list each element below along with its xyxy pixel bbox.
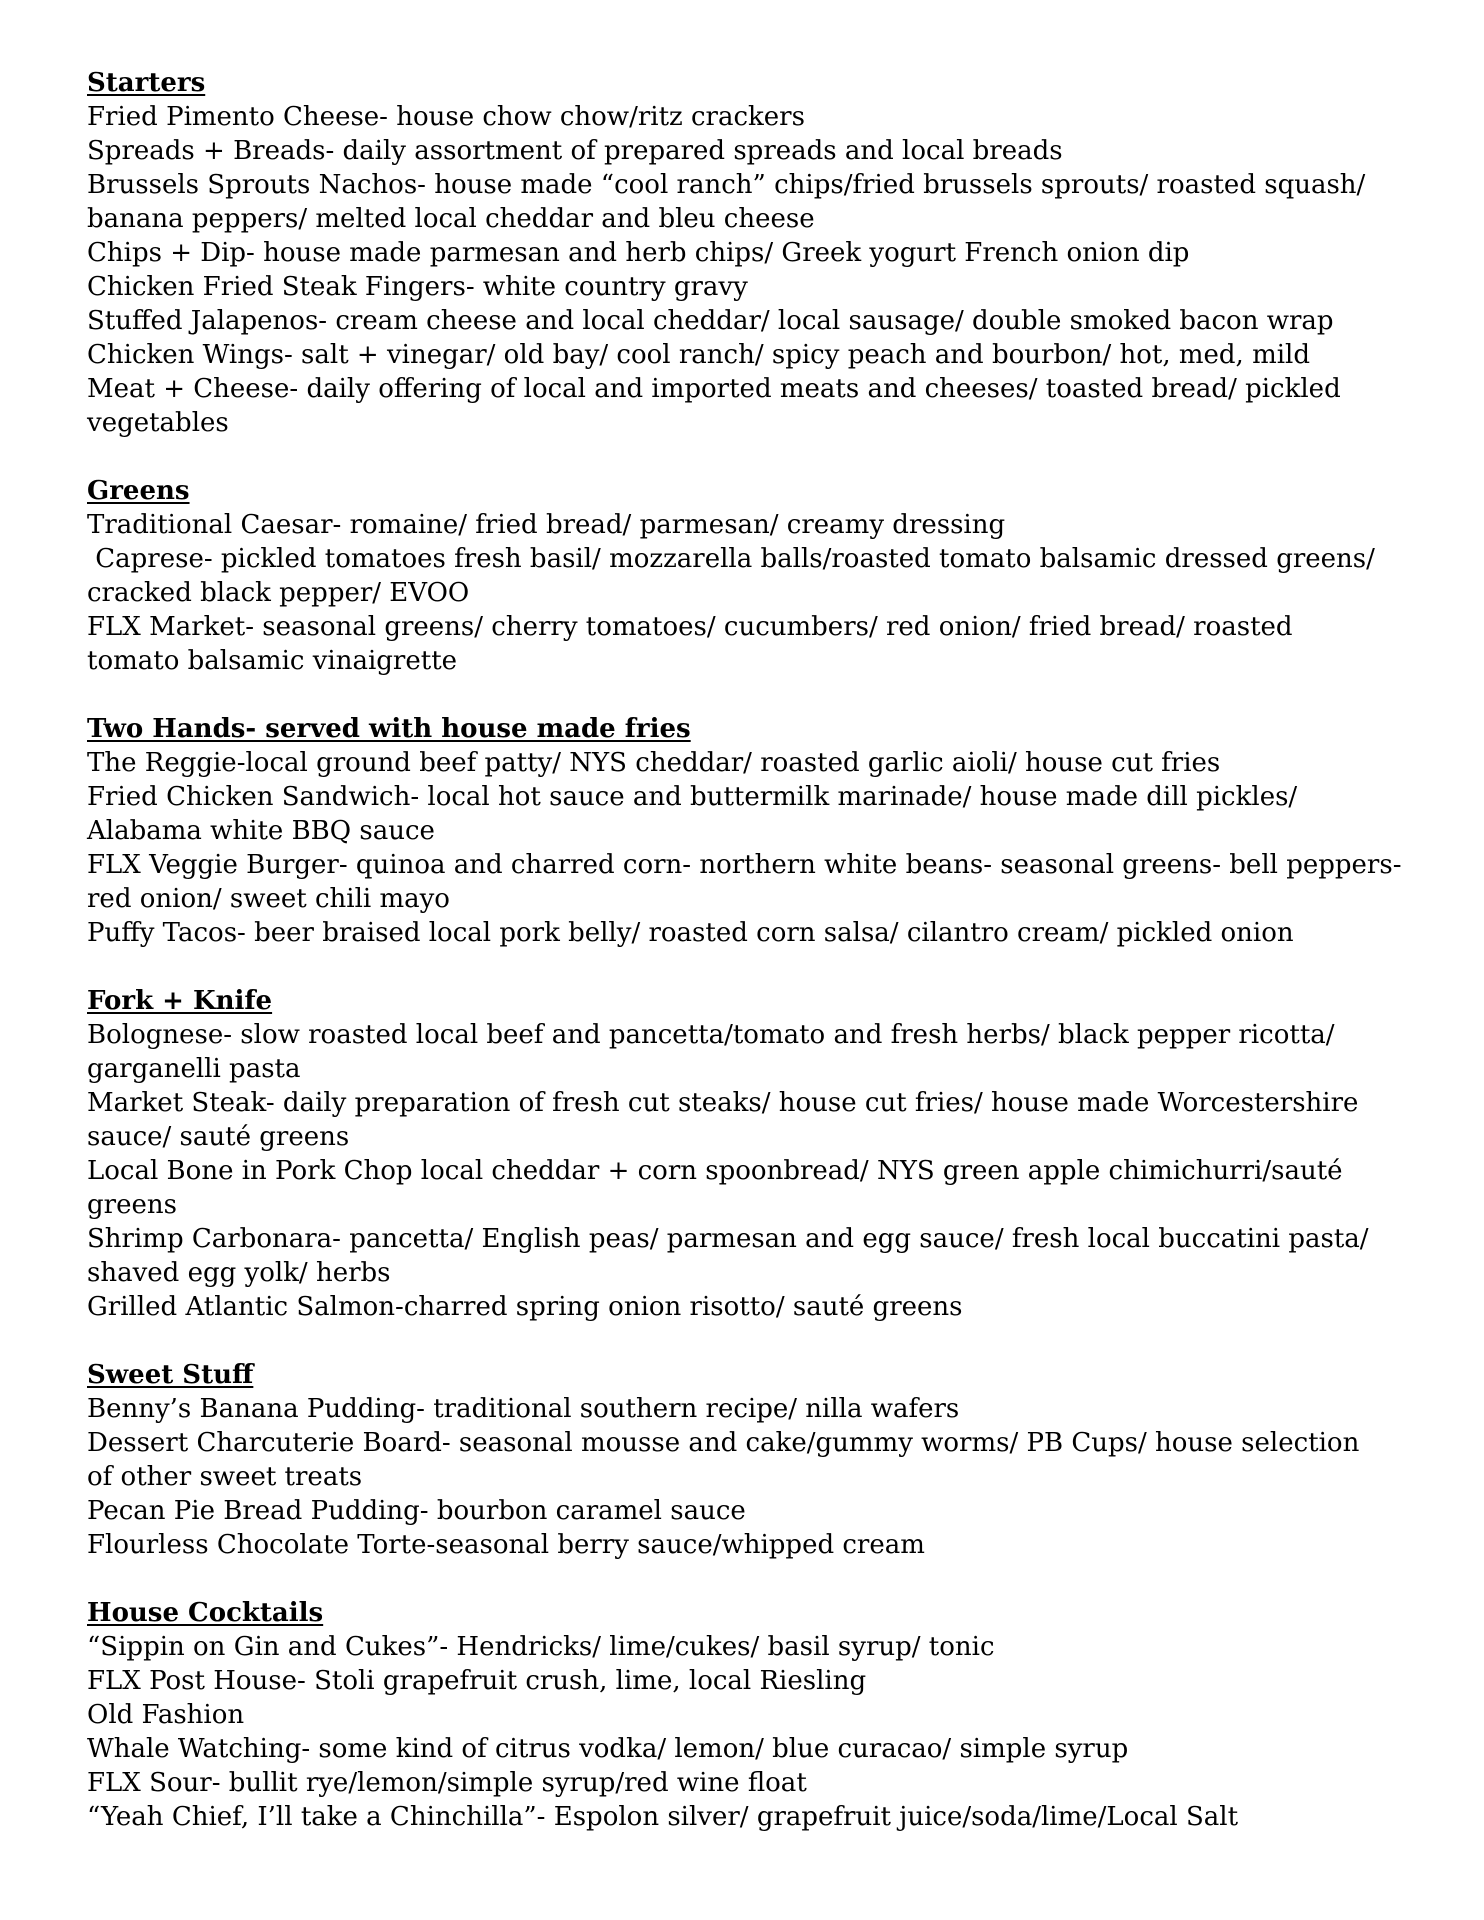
menu-line: Bolognese- slow roasted local beef and pancetta/tomato and fresh herbs/ black pepper ricotta/	[87, 1020, 1335, 1050]
menu-line: Chicken Wings- salt + vinegar/ old bay/ cool ranch/ spicy peach and bourbon/ hot, med, mild	[87, 340, 1311, 370]
menu-line: Puffy Tacos- beer braised local pork belly/ roasted corn salsa/ cilantro cream/ pickled onion	[87, 918, 1294, 948]
menu-line: Caprese- pickled tomatoes fresh basil/ mozzarella balls/roasted tomato balsamic dressed greens/	[87, 544, 1375, 574]
menu-line: Local Bone in Pork Chop local cheddar + corn spoonbread/ NYS green apple chimichurri/sauté	[87, 1156, 1343, 1186]
menu-line: Benny’s Banana Pudding- traditional southern recipe/ nilla wafers	[87, 1394, 960, 1424]
menu-line: Old Fashion	[87, 1700, 245, 1730]
menu-line: Chips + Dip- house made parmesan and herb chips/ Greek yogurt French onion dip	[87, 238, 1190, 268]
menu-line: tomato balsamic vinaigrette	[87, 646, 458, 676]
menu-line: of other sweet treats	[87, 1462, 363, 1492]
menu-line: Meat + Cheese- daily offering of local and imported meats and cheeses/ toasted bread/ pickled	[87, 374, 1341, 404]
menu-document	[87, 66, 1407, 1868]
menu-line: sauce/ sauté greens	[87, 1122, 350, 1152]
menu-line: Traditional Caesar- romaine/ fried bread/ parmesan/ creamy dressing	[87, 510, 1006, 540]
section-title: Two Hands- served with house made fries	[87, 714, 691, 744]
menu-line: FLX Post House- Stoli grapefruit crush, lime, local Riesling	[87, 1666, 867, 1696]
menu-line: Shrimp Carbonara- pancetta/ English peas/ parmesan and egg sauce/ fresh local buccatini pasta/	[87, 1224, 1369, 1254]
section-sweet-stuff	[87, 1358, 1407, 1562]
menu-line: cracked black pepper/ EVOO	[87, 578, 470, 608]
menu-line: FLX Sour- bullit rye/lemon/simple syrup/red wine float	[87, 1768, 807, 1798]
menu-line: Chicken Fried Steak Fingers- white country gravy	[87, 272, 748, 302]
menu-line: Dessert Charcuterie Board- seasonal mousse and cake/gummy worms/ PB Cups/ house selection	[87, 1428, 1360, 1458]
menu-line: vegetables	[87, 408, 229, 438]
menu-line: “Yeah Chief, I’ll take a Chinchilla”- Espolon silver/ grapefruit juice/soda/lime/Local Salt	[87, 1802, 1239, 1832]
menu-line: Market Steak- daily preparation of fresh cut steaks/ house cut fries/ house made Worcestershire	[87, 1088, 1359, 1118]
menu-line: FLX Market- seasonal greens/ cherry tomatoes/ cucumbers/ red onion/ fried bread/ roasted	[87, 612, 1293, 642]
menu-line: Grilled Atlantic Salmon-charred spring onion risotto/ sauté greens	[87, 1292, 963, 1322]
menu-line: red onion/ sweet chili mayo	[87, 884, 450, 914]
section-starters	[87, 66, 1407, 440]
menu-line: Alabama white BBQ sauce	[87, 816, 435, 846]
menu-line: Flourless Chocolate Torte-seasonal berry sauce/whipped cream	[87, 1530, 925, 1560]
section-fork-knife	[87, 984, 1407, 1324]
menu-line: FLX Veggie Burger- quinoa and charred corn- northern white beans- seasonal greens- bell peppers-	[87, 850, 1402, 880]
menu-line: “Sippin on Gin and Cukes”- Hendricks/ lime/cukes/ basil syrup/ tonic	[87, 1632, 995, 1662]
menu-line: garganelli pasta	[87, 1054, 301, 1084]
section-house-cocktails	[87, 1596, 1407, 1834]
section-title: Starters	[87, 68, 206, 98]
menu-line: shaved egg yolk/ herbs	[87, 1258, 391, 1288]
section-greens	[87, 474, 1407, 678]
menu-line: greens	[87, 1190, 177, 1220]
section-title: Fork + Knife	[87, 986, 273, 1016]
menu-line: Fried Pimento Cheese- house chow chow/ritz crackers	[87, 102, 805, 132]
section-title: Greens	[87, 476, 190, 506]
menu-line: Spreads + Breads- daily assortment of prepared spreads and local breads	[87, 136, 1063, 166]
menu-line: Whale Watching- some kind of citrus vodka/ lemon/ blue curacao/ simple syrup	[87, 1734, 1129, 1764]
menu-line: banana peppers/ melted local cheddar and bleu cheese	[87, 204, 815, 234]
menu-line: The Reggie-local ground beef patty/ NYS cheddar/ roasted garlic aioli/ house cut fries	[87, 748, 1221, 778]
section-title: House Cocktails	[87, 1598, 324, 1628]
section-two-hands	[87, 712, 1407, 950]
menu-line: Brussels Sprouts Nachos- house made “cool ranch” chips/fried brussels sprouts/ roasted squash/	[87, 170, 1366, 200]
menu-line: Fried Chicken Sandwich- local hot sauce and buttermilk marinade/ house made dill pickles/	[87, 782, 1298, 812]
menu-line: Pecan Pie Bread Pudding- bourbon caramel sauce	[87, 1496, 746, 1526]
section-title: Sweet Stuff	[87, 1360, 254, 1390]
menu-line: Stuffed Jalapenos- cream cheese and local cheddar/ local sausage/ double smoked bacon wrap	[87, 306, 1334, 336]
